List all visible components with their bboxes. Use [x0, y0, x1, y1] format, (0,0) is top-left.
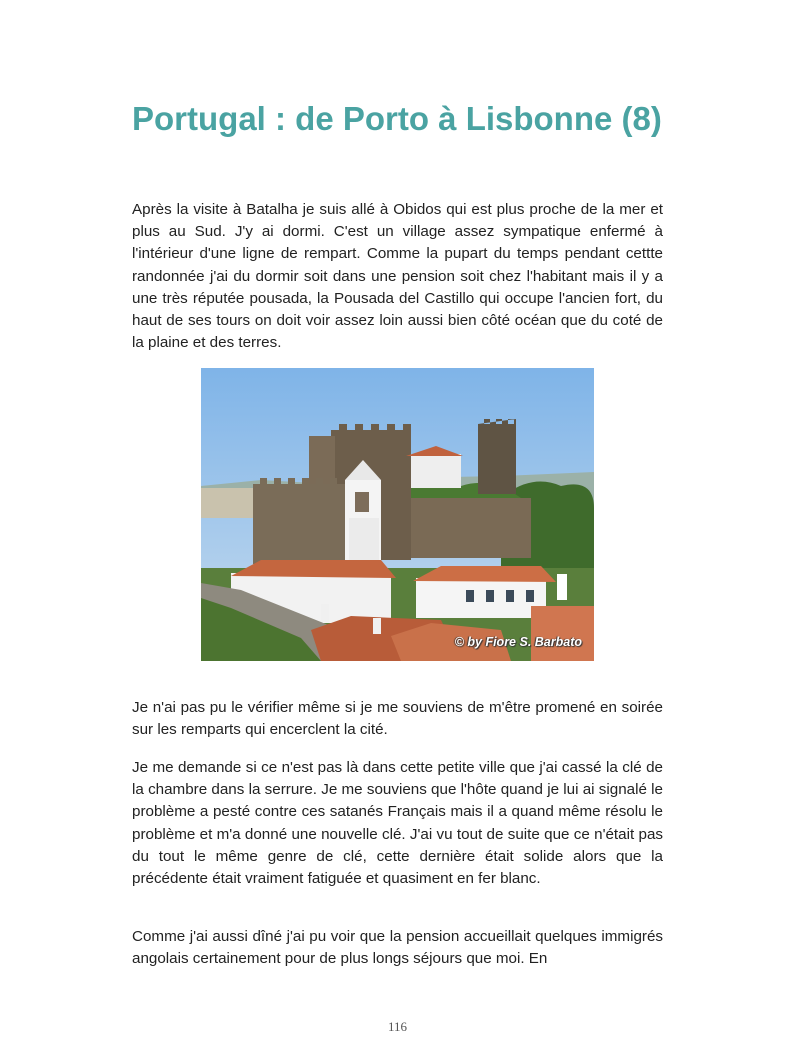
obidos-castle-photo — [201, 368, 594, 661]
page-title: Portugal : de Porto à Lisbonne (8) — [132, 100, 662, 137]
paragraph-intro: Après la visite à Batalha je suis allé à Obidos qui est plus proche de la mer et plus au Sud. J'y ai dormi. C'est un village assez sympatique enfermé à l'intérieur d'une ligne de rempart. Comme la pupart du temps pendant cettte randonnée j'ai du dormir soit dans une pension soit chez l'habitant mais il y a une très réputée pousada, la Pousada del Castillo qui occupe l'ancien fort, du haut de ses tours on doit voir assez loin aussi bien côté océan que du coté de la plaine et des terres. — [132, 201, 663, 352]
castle-tower-right — [478, 424, 516, 494]
castle-illustration — [201, 368, 594, 661]
castle-tower-left — [253, 484, 345, 564]
photo-credit: © by Fiore S. Barbato — [454, 635, 582, 649]
page-number: 116 — [387, 1019, 408, 1034]
paragraph-ramparts: Je n'ai pas pu le vérifier même si je me souviens de m'être promené en soirée sur les remparts qui encerclent la cité. — [132, 699, 663, 739]
paragraph-broken-key: Je me demande si ce n'est pas là dans cette petite ville que j'ai cassé la clé de la chambre dans la serrure. Je me souviens que l'hôte quand je lui ai signalé le problème a pesté contre ces satanés Français mais il a quand même résolu le problème et m'a donné une nouvelle clé. J'ai vu tout de suite que ce n'était pas du tout le même genre de clé, cette dernière était solide alors que la précédente était vraiment fatiguée et quasiment en fer blanc. — [132, 759, 663, 888]
paragraph-dinner: Comme j'ai aussi dîné j'ai pu voir que la pension accueillait quelques immigrés angolais certainement pour de plus longs séjours que moi. En — [132, 928, 663, 968]
